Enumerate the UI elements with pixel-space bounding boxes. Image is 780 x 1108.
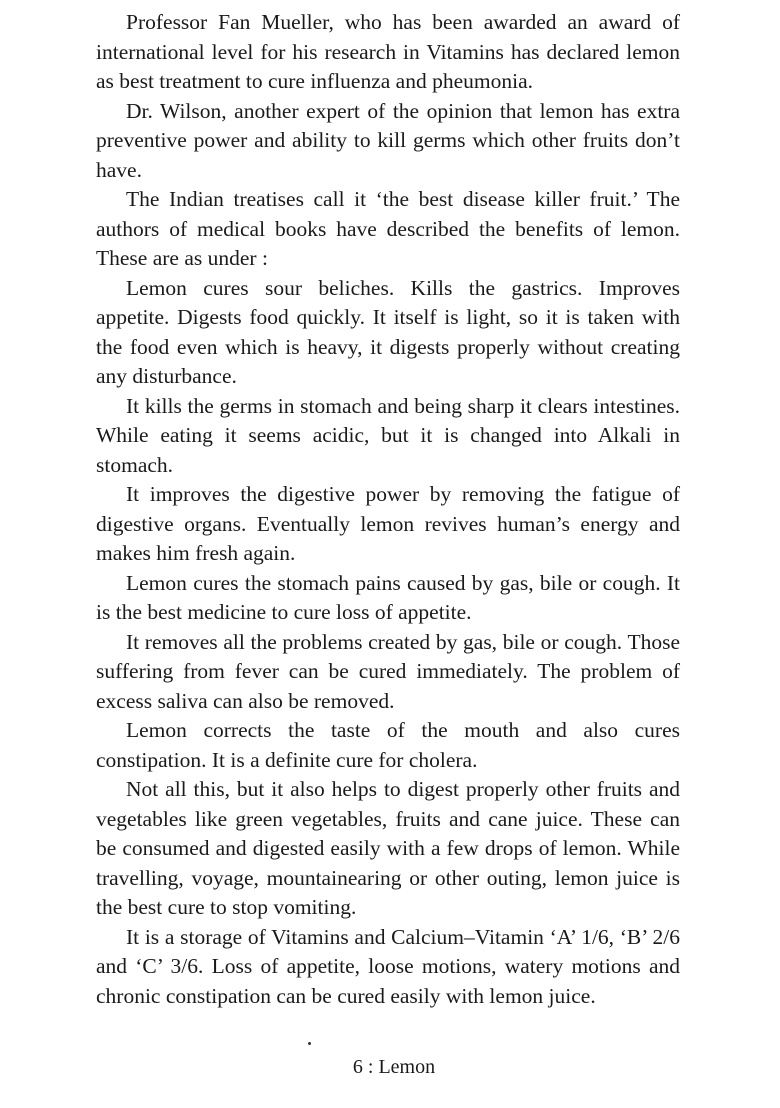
paragraph-professor-fan-mueller: Professor Fan Mueller, who has been awarded an award of international level for his research in Vitamins has declared lemon as best treatment to cure influenza and pheumonia. bbox=[96, 10, 680, 93]
paragraph-vitamins-calcium: It is a storage of Vitamins and Calcium–Vitamin ‘A’ 1/6, ‘B’ 2/6 and ‘C’ 3/6. Loss of appetite, loose motions, watery motions and chronic constipation can be cured easily with lemon juice. bbox=[96, 924, 680, 1008]
paragraph-gas-bile-cough: It removes all the problems created by gas, bile or cough. Those suffering from fever can be cured immediately. The problem of excess saliva can also be removed. bbox=[96, 629, 680, 713]
paragraph-sour-beliches: Lemon cures sour beliches. Kills the gastrics. Improves appetite. Digests food quickly. It itself is light, so it is taken with the food even which is heavy, it digests properly without creating any disturbance. bbox=[96, 275, 680, 388]
paragraph-kills-germs: It kills the germs in stomach and being sharp it clears intestines. While eating it seems acidic, but it is changed into Alkali in stomach. bbox=[96, 393, 680, 477]
paragraph-taste-of-mouth: Lemon corrects the taste of the mouth and also cures constipation. It is a definite cure for cholera. bbox=[96, 718, 680, 772]
paragraph-digest-fruits: Not all this, but it also helps to digest properly other fruits and vegetables like green vegetables, fruits and cane juice. These can be consumed and digested easily with a few drops of lemon. While travelling, voyage, mountainearing or other outing, lemon juice is the best cure to stop vomiting. bbox=[96, 777, 680, 919]
paragraph-indian-treatises: The Indian treatises call it ‘the best disease killer fruit.’ The authors of medical books have described the benefits of lemon. These are as under : bbox=[96, 187, 680, 270]
paragraph-digestive-power: It improves the digestive power by removing the fatigue of digestive organs. Eventually lemon revives human’s energy and makes him fresh again. bbox=[96, 482, 680, 565]
page-body bbox=[96, 8, 680, 1011]
print-speck bbox=[308, 1042, 311, 1045]
paragraph-stomach-pains: Lemon cures the stomach pains caused by gas, bile or cough. It is the best medicine to cure loss of appetite. bbox=[96, 570, 680, 624]
paragraph-dr-wilson: Dr. Wilson, another expert of the opinion that lemon has extra preventive power and ability to kill germs which other fruits don’t have. bbox=[96, 98, 680, 182]
page-footer: 6 : Lemon bbox=[352, 1056, 436, 1078]
